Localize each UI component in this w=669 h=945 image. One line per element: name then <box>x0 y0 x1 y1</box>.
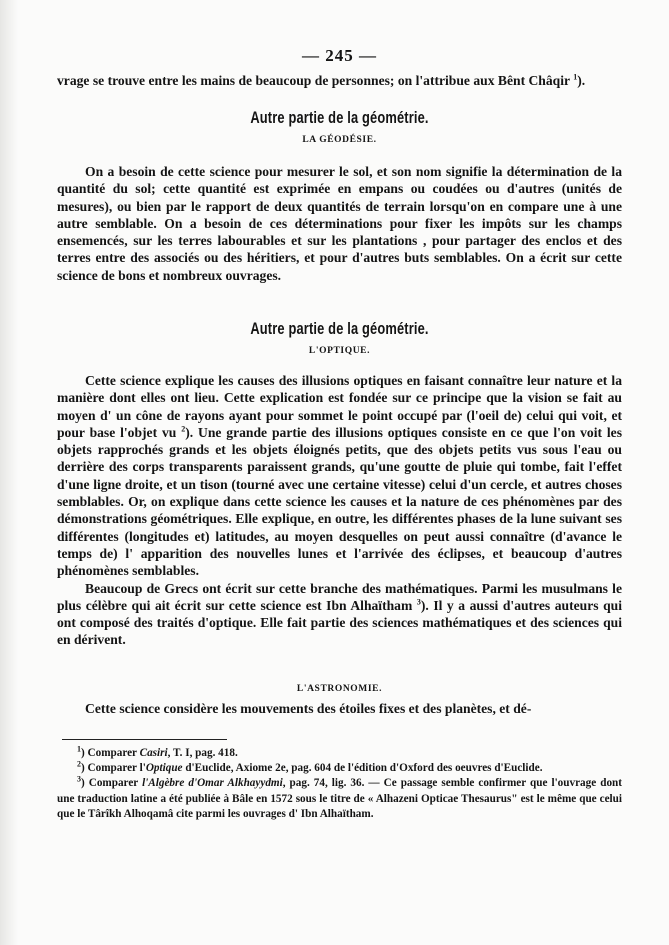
footnotes <box>57 746 622 822</box>
section-astronomy <box>57 684 622 717</box>
footnote-text: , pag. 74, lig. 36. — Ce passage semble confirmer que l'ouvrage dont une traduction latine a été publiée à Bâle en 1572 sous le titre de « Alhazeni Opticae Thesaurus" est le même que celui que le Târîkh Alhoqamâ cite parmi les ouvrages d' Ibn Alhaïtham. <box>57 777 622 820</box>
section-geodesy <box>57 109 622 284</box>
paragraph: On a besoin de cette science pour mesurer le sol, et son nom signifie la détermination de la quantité du sol; cette quantité est exprimée en empans ou coudées ou d'autres (unités de mesures), ou bien par le rapport de deux quantités de terrain lorsqu'on en compare une à une autre semblable. On a besoin de ces déterminations pour fixer les impôts sur les champs ensemencés, sur les terres labourables et sur les plantations , pour partager des enclos et des terres entre des associés ou des héritiers, et pour d'autres buts semblables. On a écrit sur cette science de bons et nombreux ouvrages. <box>57 164 622 283</box>
footnote-text: ) Comparer <box>81 747 140 759</box>
section-title: Autre partie de la géométrie. <box>250 109 429 127</box>
subsection-title: L'ASTRONOMIE. <box>296 684 383 694</box>
section-title: Autre partie de la géométrie. <box>250 320 429 338</box>
footnote-text: d'Euclide, Axiome 2e, pag. 604 de l'édition d'Oxford des oeuvres d'Euclide. <box>182 762 543 775</box>
paragraph-text: Beaucoup de Grecs ont écrit sur cette branche des mathématiques. Parmi les musulmans le plus célèbre qui ait écrit sur cette science est Ibn Alhaïtham <box>57 580 622 613</box>
subsection-title: LA GÉODÉSIE. <box>302 135 377 145</box>
footnote-mark: 2 <box>77 759 81 769</box>
paragraph: Cette science considère les mouvements des étoiles fixes et des planètes, et dé- <box>85 701 532 716</box>
paragraph-text: Cette science explique les causes des illusions optiques en faisant connaître leur nature et la manière dont elles ont lieu. Cette explication est fondée sur ce principe que la vision se fait au moyen d' un cône de rayons ayant pour sommet le point occupé par (l'oeil de) celui qui voit, et pour base l'objet vu <box>57 373 622 440</box>
page-number: — 245 — <box>302 46 377 65</box>
footnote-text: ) Comparer l' <box>81 762 146 775</box>
footnote-mark: 1 <box>77 744 81 754</box>
footnote-italic: Casiri <box>139 747 168 759</box>
paragraph-text: ). Une grande partie des illusions optiques consiste en ce que l'on voit les objets rapprochés grands et les objets éloignés petits, que des objets petits vus sous l'eau ou derrière des corps transparents paraissent grands, qu'une goutte de pluie qui tombe, fait l'effet d'une ligne droite, et un tison (tourné avec une certaine vitesse) celui d'un cercle, et autres choses semblables. Or, on explique dans cette science les causes et la nature de ces phénomènes par des démonstrations géométriques. Elle explique, en outre, les différentes phases de la lune suivant ses différentes (longitudes et) latitudes, au moyen desquelles on peut aussi connaître (d'avance le temps de) l' apparition des nouvelles lunes et l'arrivée des éclipses, et beaucoup d'autres phénomènes semblables. <box>57 424 623 579</box>
paragraph <box>57 580 622 649</box>
intro-text: vrage se trouve entre les mains de beaucoup de personnes; on l'attribue aux Bênt Châqir <box>57 73 570 88</box>
footnote-ref-1[interactable]: 1 <box>573 72 578 82</box>
intro-tail: ). <box>577 73 586 88</box>
footnote-3 <box>57 776 622 822</box>
footnote-text: , T. I, pag. 418. <box>167 747 238 759</box>
footnote-italic: Optique <box>145 762 183 775</box>
subsection-title: L'OPTIQUE. <box>308 346 371 356</box>
paragraph-text: ). Il y a aussi d'autres auteurs qui ont composé des traités d'optique. Elle fait partie des sciences mathématiques et des sciences qui en dérivent. <box>57 597 622 648</box>
footnote-divider <box>62 739 227 740</box>
footnote-ref-3[interactable]: 3 <box>416 597 421 607</box>
footnote-italic: l'Algèbre d'Omar Alkhayydmi <box>142 777 283 790</box>
section-optics <box>57 320 622 649</box>
page-gutter-shadow <box>0 0 18 945</box>
intro-paragraph <box>57 72 622 89</box>
footnote-1 <box>57 746 622 761</box>
footnote-text: ) Comparer <box>81 777 143 790</box>
footnote-ref-2[interactable]: 2 <box>181 424 186 434</box>
footnote-mark: 3 <box>77 774 81 784</box>
paragraph <box>57 372 622 580</box>
footnote-2 <box>57 761 622 776</box>
